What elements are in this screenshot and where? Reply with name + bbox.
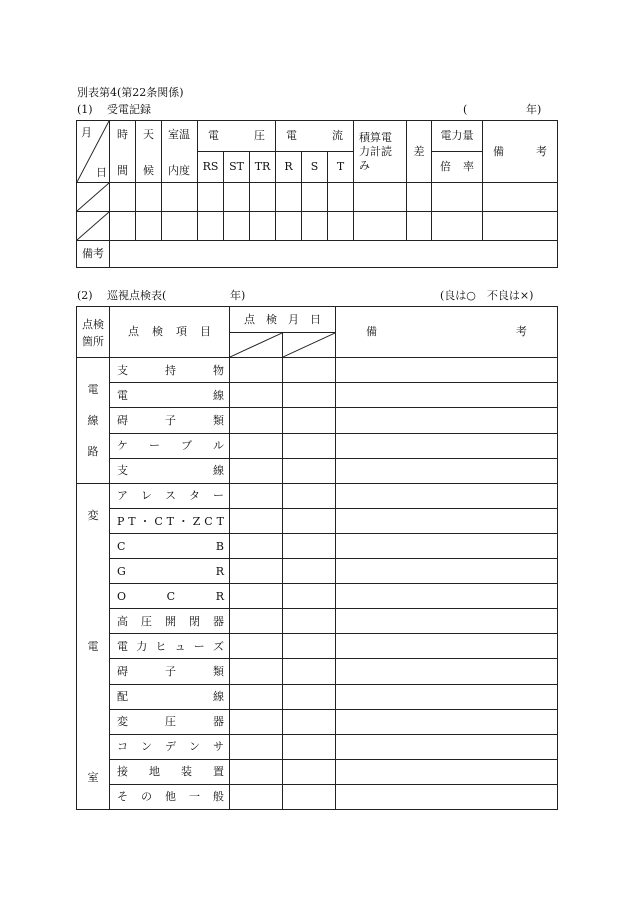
- item-header: 点 検 項 目: [110, 307, 230, 358]
- remarks-cell: [336, 433, 558, 458]
- location-header: 点検 箇所: [77, 307, 110, 358]
- check-cell: [230, 458, 283, 483]
- remarks-cell: [336, 534, 558, 559]
- remarks-row: [77, 241, 558, 268]
- check-cell: [230, 734, 283, 759]
- voltage-header: 電 圧: [198, 121, 276, 152]
- check-cell: [283, 534, 336, 559]
- check-cell: [230, 659, 283, 684]
- voltage-tr: TR: [250, 152, 276, 183]
- voltage-rs: RS: [198, 152, 224, 183]
- remarks-cell: [336, 609, 558, 634]
- remarks-header: 備 考: [336, 307, 558, 358]
- check-cell: [283, 584, 336, 609]
- section2-year: 年): [230, 289, 246, 302]
- remarks-cell: [336, 358, 558, 383]
- remarks-cell: [336, 734, 558, 759]
- remarks-cell: [336, 584, 558, 609]
- check-cell: [230, 509, 283, 534]
- check-cell: [230, 484, 283, 509]
- remarks-cell: [336, 784, 558, 809]
- check-cell: [230, 383, 283, 408]
- table-row: [77, 484, 558, 509]
- check-cell: [230, 559, 283, 584]
- current-t: T: [328, 152, 354, 183]
- remarks-label: 備考: [77, 241, 110, 268]
- check-cell: [230, 684, 283, 709]
- date-col-2: [283, 333, 336, 358]
- table-row: [77, 408, 558, 433]
- table-row: [77, 458, 558, 483]
- table-row: [77, 784, 558, 809]
- remarks-cell: [336, 634, 558, 659]
- check-cell: [283, 484, 336, 509]
- section1-year-open: (: [463, 103, 468, 116]
- check-cell: [283, 659, 336, 684]
- table-row: [77, 212, 558, 241]
- check-cell: [283, 684, 336, 709]
- inspection-item: 配 線: [110, 684, 230, 709]
- check-cell: [230, 784, 283, 809]
- current-header: 電 流: [276, 121, 354, 152]
- check-cell: [283, 559, 336, 584]
- inspection-item: O C R: [110, 584, 230, 609]
- inspection-item: コ ン デ ン サ: [110, 734, 230, 759]
- check-cell: [230, 609, 283, 634]
- time-header: 時 間: [110, 121, 136, 183]
- check-cell: [283, 458, 336, 483]
- inspection-item: C B: [110, 534, 230, 559]
- check-cell: [283, 784, 336, 809]
- inspection-table: [76, 306, 558, 810]
- current-s: S: [302, 152, 328, 183]
- check-cell: [230, 534, 283, 559]
- inspection-item: 電 力 ヒ ュ ー ズ: [110, 634, 230, 659]
- current-r: R: [276, 152, 302, 183]
- remarks-cell: [336, 408, 558, 433]
- check-cell: [283, 408, 336, 433]
- weather-header: 天 候: [136, 121, 162, 183]
- inspection-item: ア レ ス タ ー: [110, 484, 230, 509]
- section2-title: 巡視点検表(: [107, 289, 167, 302]
- inspection-item: ケ ー ブ ル: [110, 433, 230, 458]
- inspection-item: 支 線: [110, 458, 230, 483]
- meter-reading-header: 積算電 力計読 み: [354, 121, 407, 183]
- check-cell: [230, 634, 283, 659]
- section2-legend: (良は○ 不良は×): [440, 289, 534, 302]
- inspection-item: P T ・ C T ・ Z C T: [110, 509, 230, 534]
- power-record-table: [76, 120, 558, 268]
- remarks-cell: [336, 484, 558, 509]
- table-row: [77, 358, 558, 383]
- table-row: [77, 759, 558, 784]
- check-cell: [230, 759, 283, 784]
- check-cell: [283, 734, 336, 759]
- remarks-cell: [336, 559, 558, 584]
- table-row: [77, 559, 558, 584]
- table-row: [77, 659, 558, 684]
- inspection-item: 高 圧 開 閉 器: [110, 609, 230, 634]
- check-cell: [283, 383, 336, 408]
- inspection-item: そ の 他 一 般: [110, 784, 230, 809]
- group-substation: 変 電 室: [77, 484, 110, 810]
- remarks-cell: [336, 759, 558, 784]
- check-cell: [283, 509, 336, 534]
- inspection-item: 碍 子 類: [110, 659, 230, 684]
- month-label: 月: [81, 126, 92, 139]
- remarks-cell: [336, 709, 558, 734]
- day-label: 日: [96, 166, 107, 179]
- inspection-item: 電 線: [110, 383, 230, 408]
- table-row: [77, 433, 558, 458]
- date-header: 点 検 月 日: [230, 307, 336, 333]
- table-row: [77, 534, 558, 559]
- remarks-cell: [336, 383, 558, 408]
- section1-number: (1): [77, 103, 93, 116]
- month-day-header: [77, 121, 110, 183]
- remarks-cell: [336, 509, 558, 534]
- table-row: [77, 609, 558, 634]
- table-row: [77, 634, 558, 659]
- table-row: [77, 183, 558, 212]
- remarks-cell: [336, 659, 558, 684]
- difference-header: 差: [407, 121, 432, 183]
- check-cell: [283, 609, 336, 634]
- section1-year-close: 年): [526, 103, 542, 116]
- remarks-header: 備 考: [483, 121, 558, 183]
- table-row: [77, 383, 558, 408]
- inspection-item: 支 持 物: [110, 358, 230, 383]
- check-cell: [230, 358, 283, 383]
- check-cell: [230, 433, 283, 458]
- check-cell: [230, 709, 283, 734]
- section1-title: 受電記録: [107, 103, 151, 116]
- inspection-item: 変 圧 器: [110, 709, 230, 734]
- voltage-st: ST: [224, 152, 250, 183]
- multiplier-header: 倍 率: [432, 152, 483, 183]
- inspection-item: G R: [110, 559, 230, 584]
- table-row: [77, 709, 558, 734]
- remarks-cell: [336, 684, 558, 709]
- check-cell: [283, 634, 336, 659]
- check-cell: [283, 709, 336, 734]
- date-col-1: [230, 333, 283, 358]
- energy-header: 電力量: [432, 121, 483, 152]
- inspection-item: 接 地 装 置: [110, 759, 230, 784]
- inspection-item: 碍 子 類: [110, 408, 230, 433]
- check-cell: [230, 584, 283, 609]
- table-row: [77, 684, 558, 709]
- check-cell: [283, 433, 336, 458]
- table-row: [77, 509, 558, 534]
- section2-number: (2): [77, 289, 93, 302]
- check-cell: [230, 408, 283, 433]
- check-cell: [283, 759, 336, 784]
- room-temp-header: 室温 内度: [162, 121, 198, 183]
- table-row: [77, 584, 558, 609]
- remarks-cell: [336, 458, 558, 483]
- check-cell: [283, 358, 336, 383]
- group-line-route: 電 線 路: [77, 358, 110, 484]
- table-row: [77, 734, 558, 759]
- page-heading: 別表第4(第22条関係): [77, 86, 184, 99]
